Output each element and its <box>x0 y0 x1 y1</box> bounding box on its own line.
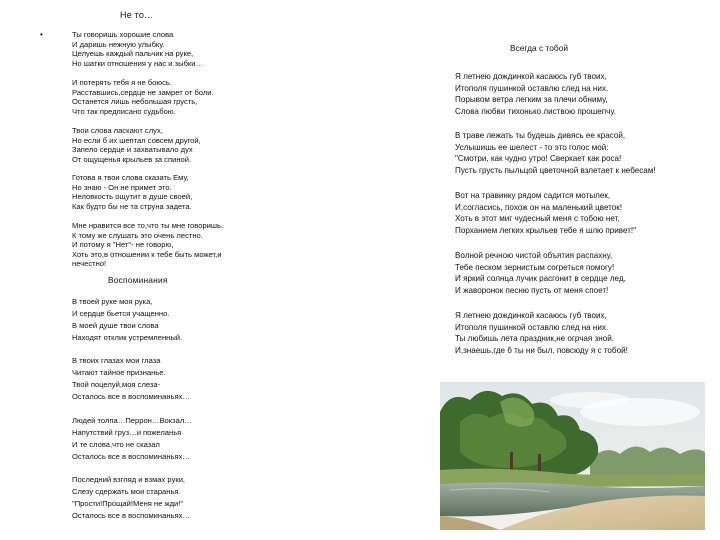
poem-line: Осталось все в воспоминаньях… <box>72 511 190 520</box>
right-stanza-3 <box>455 190 636 236</box>
poem-line: И,согласись, похож он на маленький цветок! <box>455 202 623 212</box>
stanza-1 <box>72 30 203 68</box>
poem-line: И жаворонок песню пусть от меня споет! <box>455 285 609 295</box>
poem-line: Но шатки отношения у нас и зыбки… <box>72 58 204 68</box>
landscape-painting-icon <box>440 382 705 530</box>
poem-line: Людей толпа…Перрон…Вокзал… <box>72 416 192 425</box>
poem-line: Вот на травинку рядом садится мотылек, <box>455 191 611 200</box>
poem-line: Твои слова ласкают слух, <box>72 126 163 135</box>
poem-line: Услышишь ее шелест - то это голос мой: <box>455 142 609 152</box>
poem-line: И даришь нежную улыбку. <box>72 39 165 49</box>
poem-line: Порханием легких крыльев тебе я шлю привет!" <box>455 225 637 235</box>
poem-line: Читают тайное признанье. <box>72 368 166 377</box>
poem-line: К тому же слушать это очень лестно. <box>72 230 203 240</box>
memories-stanza-2 <box>72 355 190 403</box>
poem-line: Тебе песком зернистым согреться помогу! <box>455 262 615 272</box>
memories-stanza-4 <box>72 474 190 522</box>
poem-line: Останется лишь небольшая грусть, <box>72 97 198 107</box>
poem-line: Хоть это,в отношении к тебе быть может,и <box>72 249 222 259</box>
poem-line: Порывом ветра легким за плечи обниму, <box>455 95 608 105</box>
poem-title-memories: Воспоминания <box>108 275 168 285</box>
memories-stanza-3 <box>72 415 192 463</box>
poem-line: В твоей руке моя рука, <box>72 297 153 306</box>
poem-line: Готова я твои слова сказать Ему, <box>72 173 189 182</box>
poem-line: Ты любишь лета праздник,не огрчая зной. <box>455 334 615 344</box>
poem-line: Осталось все в воспоминаньях… <box>72 392 190 401</box>
poem-line: Я летнею дождинкой касаюсь губ твоих, <box>455 311 607 320</box>
poem-line: От ощущенья крыльев за спиной. <box>72 154 192 164</box>
distant-trees <box>590 446 705 477</box>
poem-line: Слезу сдержать мои старанья. <box>72 487 181 496</box>
stanza-2 <box>72 78 214 116</box>
poem-line: Что так предписано судьбою. <box>72 106 176 116</box>
poem-line: Слова любви тихонько листвою прошепчу. <box>455 106 616 116</box>
poem-line: В моей душе твои слова <box>72 321 159 330</box>
stanza-5 <box>72 221 223 269</box>
poem-line: Волной речною чистой объятия распахну, <box>455 251 613 260</box>
poem-line: Запело сердце и захватывало дух <box>72 145 193 155</box>
poem-line: И потому я "Нет"- не говорю, <box>72 240 174 250</box>
cloud <box>550 392 630 408</box>
poem-line: И потерять тебя я не боюсь. <box>72 78 172 87</box>
poem-line: Я летнею дождинкой касаюсь губ твоих, <box>455 72 607 81</box>
poem-line: Твой поцелуй,моя слеза- <box>72 380 161 389</box>
landscape-painting-svg <box>440 382 705 530</box>
poem-line: Напутствий груз…и пожеланья <box>72 428 182 437</box>
poem-line: Находят отклик устремленный. <box>72 333 183 342</box>
poem-line: Как будто бы не та струна задета. <box>72 201 192 211</box>
stanza-4 <box>72 173 192 211</box>
poem-line: Пусть грусть пыльцой цветочной взлетает к небесам! <box>455 165 656 175</box>
poem-line: Итополя пушинкой оставлю след на них. <box>455 83 609 93</box>
poem-line: Хоть в этот миг чудесный меня с тобою нет, <box>455 214 620 224</box>
bullet-mark: • <box>40 30 43 39</box>
right-stanza-1 <box>455 71 616 117</box>
poem-line: нечестно! <box>72 259 107 269</box>
poem-line: "Прости!Прощай!Меня не жди!" <box>72 499 184 508</box>
poem-line: И яркий солнца лучик расгонит в сердце лед, <box>455 274 626 284</box>
poem-line: В траве лежать ты будешь дивясь ее красой, <box>455 131 626 140</box>
right-stanza-2 <box>455 130 656 176</box>
poem-line: Но если б их шептал совсем другой, <box>72 135 201 145</box>
poem-line: В твоих глазах мои глаза <box>72 356 161 365</box>
stanza-3 <box>72 126 201 164</box>
poem-line: Осталось все в воспоминаньях… <box>72 452 190 461</box>
poem-line: Неловкость ощутит в душе своей, <box>72 192 193 202</box>
poem-line: Последний взгляд и взмах руки, <box>72 475 186 484</box>
poem-line: Ты говоришь хорошие слова <box>72 30 174 39</box>
right-stanza-5 <box>455 310 628 356</box>
poem-title-ne-to: Не то… <box>120 10 154 20</box>
memories-stanza-1 <box>72 296 182 344</box>
right-stanza-4 <box>455 250 626 296</box>
poem-line: И сердце бьется учащенно. <box>72 309 170 318</box>
poem-line: Но знаю - Он не примет это. <box>72 182 172 192</box>
poem-line: Расставшись,сердце не замрет от боли. <box>72 87 214 97</box>
poem-line: И те слова,что не сказал <box>72 440 160 449</box>
poem-line: И,знаешь,где б ты ни был, повсюду я с тобой! <box>455 345 628 355</box>
poem-line: Мне нравится все то,что ты мне говоришь. <box>72 221 224 230</box>
poem-line: Итополя пушинкой оставлю след на них. <box>455 322 609 332</box>
poem-line: Целуешь каждый пальчик на руке, <box>72 49 194 59</box>
poem-line: "Смотри, как чудно утро! Сверкает как роса! <box>455 154 622 164</box>
poem-title-always-with-you: Всегда с тобой <box>510 43 569 53</box>
